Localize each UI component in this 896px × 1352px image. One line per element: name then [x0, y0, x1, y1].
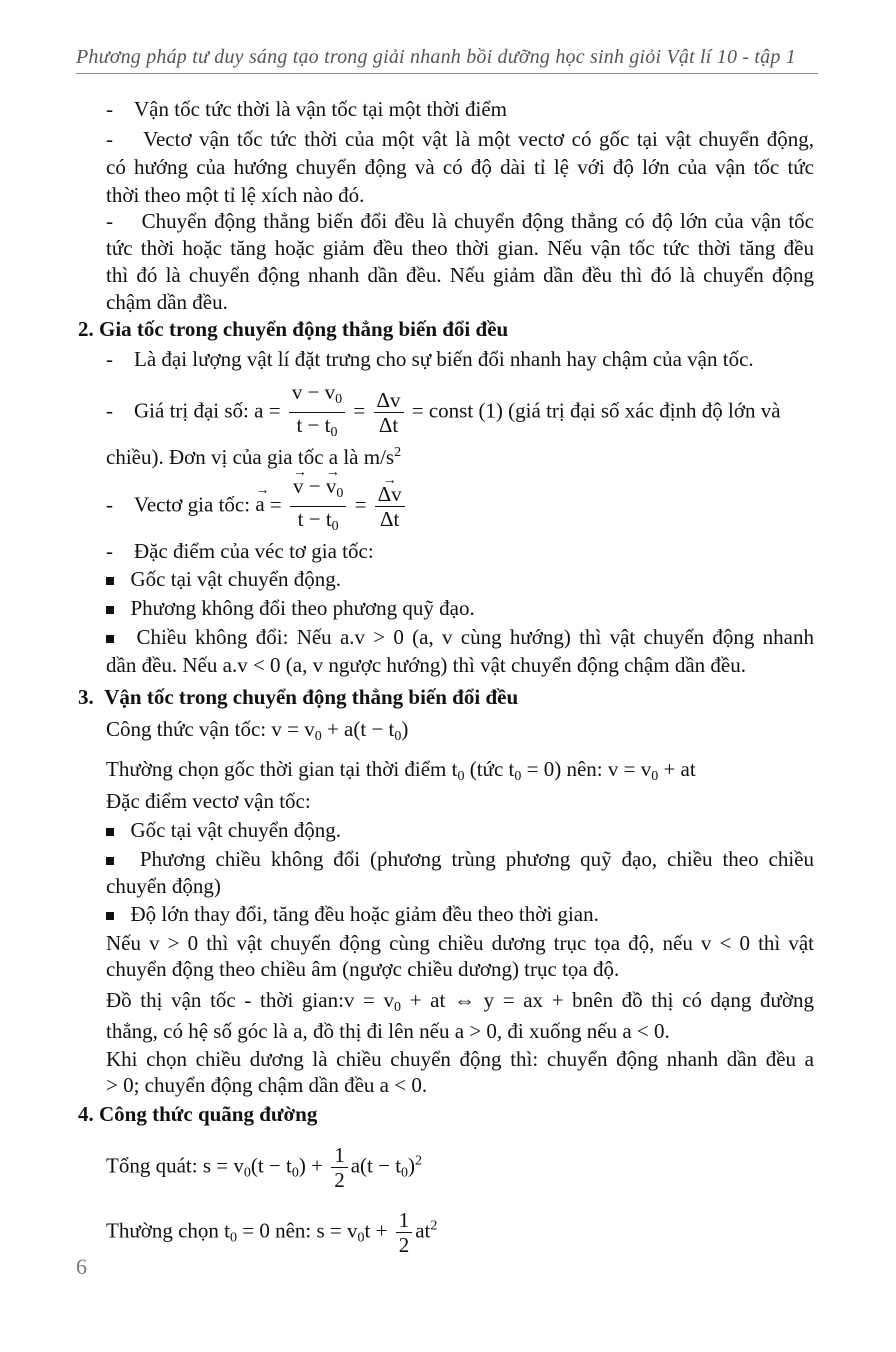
s2-prop-sense-text: Chiều không đổi: Nếu a.v > 0 (a, v cùng hướng) thì vật chuyển động nhanh	[136, 625, 814, 649]
formula-part: ) +	[298, 1153, 323, 1178]
s3-velocity-label: Công thức vận tốc:	[106, 717, 267, 741]
sub-0: 0	[331, 519, 339, 534]
superscript-2: 2	[430, 1218, 438, 1234]
s3-velocity-formula	[106, 716, 408, 750]
s4-general-label: Tổng quát:	[106, 1153, 198, 1178]
formula-part: + at	[663, 757, 696, 781]
s2-prop-sense-line-1	[106, 624, 814, 650]
s2-algebraic-note: (1) (giá trị đại số xác định độ lớn và	[478, 398, 781, 423]
s3-prop-direction-line-2: chuyển động)	[106, 874, 221, 898]
formula-part: + a(t − t	[326, 717, 395, 741]
formula-part: = 0 nên:	[236, 1218, 312, 1243]
intro-bullet-2-line-1: - Vectơ vận tốc tức thời của một vật là một vectơ có gốc tại vật chuyển động,	[106, 127, 814, 151]
fraction-one-half	[331, 1143, 348, 1192]
equals-sign: =	[353, 398, 366, 423]
formula-part: = 0) nên:	[521, 757, 603, 781]
s2-vector-label: - Vectơ gia tốc:	[106, 492, 251, 517]
frac-numerator: 1	[331, 1143, 348, 1168]
s3-positive-direction-line-1: Khi chọn chiều dương là chiều chuyển động thì: chuyển động nhanh dần đều a	[106, 1047, 814, 1071]
s3-graph-post: nên đồ thị có dạng đường	[582, 988, 815, 1012]
s3-prop-direction-line-1	[106, 846, 814, 872]
s4-simplified-formula	[106, 1208, 437, 1257]
sub-0: 0	[394, 729, 402, 744]
frac-denominator: t − t	[297, 507, 332, 531]
s2-definition: - Là đại lượng vật lí đặt trưng cho sự biến đổi nhanh hay chậm của vận tốc.	[106, 347, 754, 371]
frac-denominator-dt: Δt	[380, 507, 400, 531]
intro-bullet-3-line-1: - Chuyển động thẳng biến đổi đều là chuyển động thẳng có độ lớn của vận tốc	[106, 209, 814, 233]
s3-positive-direction-line-2: > 0; chuyển động chậm dần đều a < 0.	[106, 1073, 428, 1097]
s3-prop-origin	[106, 817, 341, 843]
fraction-dv-dt	[374, 388, 404, 437]
s3-sign-line-2: chuyển động theo chiều âm (ngược chiều dương) trục tọa độ.	[106, 957, 620, 981]
vector-dv: → Δv	[378, 482, 402, 506]
s3-sign-line-1: Nếu v > 0 thì vật chuyển động cùng chiều dương trục tọa độ, nếu v < 0 thì vật	[106, 931, 814, 955]
intro-bullet-3-line-3: thì đó là chuyển động nhanh dần đều. Nếu giảm dần đều thì đó là chuyển động	[106, 263, 814, 287]
formula-part: )	[408, 1153, 416, 1178]
frac-numerator-dv: Δv	[374, 388, 404, 413]
s3-graph-label: Đồ thị vận tốc - thời gian:	[106, 988, 344, 1012]
s2-unit-text: chiều). Đơn vị của gia tốc a là m/s	[106, 445, 395, 469]
vector-v: → v	[293, 474, 304, 498]
intro-bullet-2-line-3: thời theo một tỉ lệ xích nào đó.	[106, 183, 365, 207]
frac-denominator: 2	[334, 1168, 345, 1192]
unit-superscript: 2	[394, 445, 402, 460]
square-bullet-icon	[106, 606, 114, 614]
formula-part: (t − t	[250, 1153, 292, 1178]
formula-part: v = v	[607, 757, 652, 781]
formula-part: v = v	[343, 988, 395, 1012]
frac-denominator: 2	[398, 1233, 410, 1257]
sub-0: 0	[291, 1165, 299, 1181]
s3-prop-magnitude	[106, 901, 599, 927]
formula-a-eq: a =	[254, 398, 281, 423]
s3-prop-magnitude-text: Độ lớn thay đổi, tăng đều hoặc giảm đều theo thời gian.	[130, 902, 599, 926]
frac-denominator: t − t	[296, 413, 331, 437]
frac-numerator: v − v	[291, 380, 336, 404]
formula-part: s = v	[202, 1153, 244, 1178]
s2-prop-direction	[106, 595, 475, 621]
square-bullet-icon	[106, 577, 114, 585]
sub-0: 0	[357, 1230, 365, 1246]
s3-prop-origin-text: Gốc tại vật chuyển động.	[130, 818, 342, 842]
section-2-heading: 2. Gia tốc trong chuyển động thẳng biến đổi đều	[78, 317, 509, 341]
formula-part: s = v	[316, 1218, 358, 1243]
sub-0: 0	[457, 769, 465, 784]
s2-vector-properties: - Đặc điểm của véc tơ gia tốc:	[106, 539, 374, 563]
section-3-heading: 3. Vận tốc trong chuyển động thẳng biến đổi đều	[78, 685, 519, 709]
sub-0: 0	[336, 486, 344, 501]
frac-numerator: 1	[396, 1208, 413, 1233]
vector-a: → a	[255, 491, 264, 517]
intro-bullet-2-line-2: có hướng của hướng chuyển động và có độ dài tỉ lệ với độ lớn của vận tốc tức	[106, 155, 814, 179]
formula-part: (tức t	[464, 757, 515, 781]
sub-0: 0	[514, 769, 522, 784]
s3-graph-line-1	[106, 987, 814, 1021]
sub-0: 0	[314, 729, 322, 744]
s2-prop-direction-text: Phương không đổi theo phương quỹ đạo.	[130, 596, 475, 620]
s2-unit-line	[106, 440, 401, 470]
frac-denominator-dt: Δt	[378, 413, 399, 437]
s2-prop-origin	[106, 566, 341, 592]
fraction-v-minus-v0	[289, 380, 345, 445]
s3-vector-properties: Đặc điểm vectơ vận tốc:	[106, 789, 311, 813]
sub-0: 0	[651, 769, 659, 784]
square-bullet-icon	[106, 828, 114, 836]
vector-v0: → v	[326, 474, 337, 498]
superscript-2: 2	[415, 1153, 423, 1169]
s2-prop-sense-line-2: dần đều. Nếu a.v < 0 (a, v ngược hướng) thì vật chuyển động chậm dần đều.	[106, 653, 746, 677]
s2-algebraic-value-row	[106, 380, 781, 445]
sub-0: 0	[243, 1165, 251, 1181]
formula-part: t +	[364, 1218, 388, 1243]
formula-part: at	[415, 1218, 431, 1243]
s3-graph-line-2: thẳng, có hệ số góc là a, đồ thị đi lên nếu a > 0, đi xuống nếu a < 0.	[106, 1019, 670, 1043]
page-number: 6	[76, 1254, 87, 1279]
fraction-vector-dv-dt	[375, 482, 405, 531]
header-divider	[76, 73, 818, 74]
equals-sign: =	[269, 492, 282, 517]
s3-time-origin-text: Thường chọn gốc thời gian tại thời điểm t	[106, 757, 458, 781]
sub-0: 0	[401, 1165, 409, 1181]
intro-bullet-1: - Vận tốc tức thời là vận tốc tại một thời điểm	[106, 97, 507, 121]
s2-prop-origin-text: Gốc tại vật chuyển động.	[130, 567, 342, 591]
sub-0: 0	[229, 1230, 237, 1246]
const-term: = const	[411, 398, 474, 423]
formula-part: v = v	[271, 717, 315, 741]
s3-prop-direction-text: Phương chiều không đổi (phương trùng phương quỹ đạo, chiều theo chiều	[139, 847, 815, 871]
sub-0: 0	[330, 425, 338, 440]
formula-part: a(t − t	[350, 1153, 402, 1178]
running-header: Phương pháp tư duy sáng tạo trong giải nhanh bồi dưỡng học sinh giỏi Vật lí 10 - tập 1	[76, 46, 796, 68]
intro-bullet-3-line-2: tức thời hoặc tăng hoặc giảm đều theo thời gian. Nếu vận tốc tức thời tăng đều	[106, 236, 814, 260]
s4-general-formula	[106, 1143, 422, 1192]
s3-time-origin	[106, 756, 696, 790]
fraction-one-half	[396, 1208, 413, 1257]
square-bullet-icon	[106, 912, 114, 920]
equals-sign: =	[354, 492, 367, 517]
square-bullet-icon	[106, 857, 114, 865]
intro-bullet-3-line-4: chậm dần đều.	[106, 290, 228, 314]
formula-part: + at ⇔ y = ax + b	[409, 988, 583, 1012]
section-4-heading: 4. Công thức quãng đường	[78, 1102, 318, 1126]
minus-sign: −	[308, 474, 321, 498]
sub-0: 0	[394, 1000, 402, 1015]
sub-0: 0	[335, 392, 343, 407]
formula-part: )	[401, 717, 409, 741]
s4-simplified-label: Thường chọn t	[106, 1218, 230, 1243]
s2-algebraic-label: - Giá trị đại số:	[106, 398, 249, 423]
fraction-vector-v	[290, 474, 346, 539]
square-bullet-icon	[106, 635, 114, 643]
s2-vector-row	[106, 474, 408, 539]
